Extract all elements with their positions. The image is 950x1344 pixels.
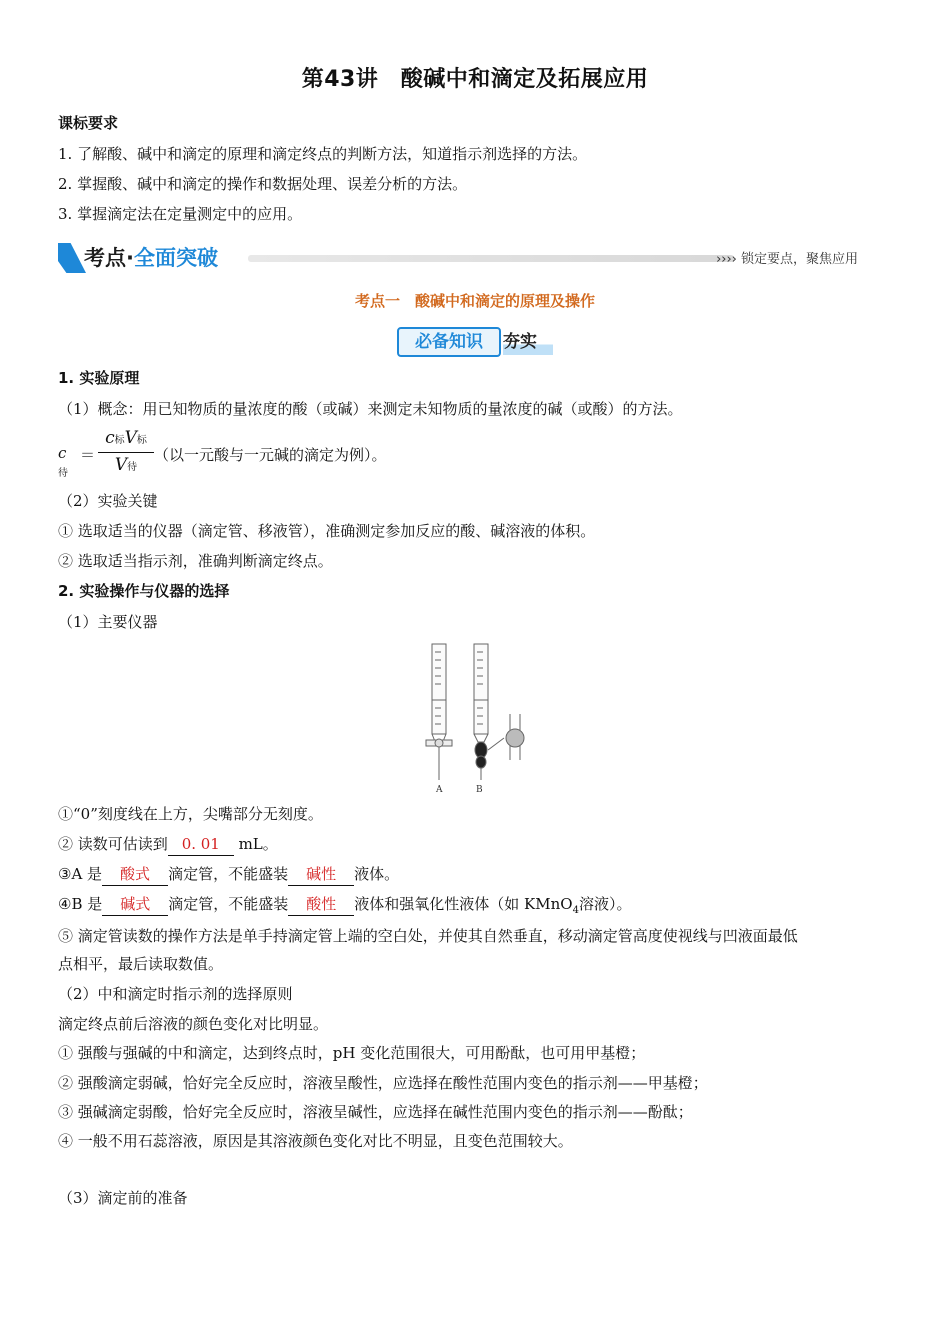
requirement-item: 3. 掌握滴定法在定量测定中的应用。 [58,205,303,223]
base-burette [474,644,524,780]
section-title: 考点一 酸碱中和滴定的原理及操作 [354,292,595,310]
formula-equals: ＝ [80,446,96,464]
note-zero-mark: ①“0”刻度线在上方，尖嘴部分无刻度。 [58,805,323,823]
section-banner [58,240,858,274]
key-item: ① 选取适当的仪器（滴定管、移液管），准确测定参加反应的酸、碱溶液的体积。 [58,522,596,540]
badge-tail-label: 夯实 [503,329,553,355]
note-reading-method-cont: 点相平，最后读取数值。 [58,955,224,973]
note-acid-burette: ③A 是 酸式 滴定管，不能盛装 碱性 液体。 [58,863,399,886]
banner-divider [248,255,734,262]
banner-dot: · [126,246,134,270]
formula-denominator: V待 [114,455,138,475]
acid-burette [426,644,452,780]
operation-heading: 2. 实验操作与仪器的选择 [58,582,230,600]
key-heading: （2）实验关键 [58,492,158,510]
prep-heading: （3）滴定前的准备 [58,1189,188,1207]
principle-heading: 1. 实验原理 [58,369,140,387]
banner-title-part2: 全面突破 [133,246,218,270]
banner-slogan: ›››› 锁定要点，聚焦应用 [716,252,858,267]
label-a: A [436,785,443,795]
burette-illustration [418,640,528,795]
indicator-intro: 滴定终点前后溶液的颜色变化对比明显。 [58,1015,329,1033]
requirement-item: 1. 了解酸、碱中和滴定的原理和滴定终点的判断方法，知道指示剂选择的方法。 [58,145,588,163]
formula-fraction [96,428,156,475]
banner-title [84,242,218,272]
indicator-item: ③ 强碱滴定弱酸，恰好完全反应时，溶液呈碱性，应选择在碱性范围内变色的指示剂——酚酞； [58,1103,693,1121]
indicator-heading: （2）中和滴定时指示剂的选择原则 [58,985,293,1003]
label-b: B [476,785,483,795]
indicator-item: ② 强酸滴定弱碱，恰好完全反应时，溶液呈酸性，应选择在酸性范围内变色的指示剂——甲基橙； [58,1074,708,1092]
answer-blank: 0. 01 [168,833,234,856]
formula-numerator: c标V标 [105,428,147,448]
banner-title-part1: 考点 [84,246,126,270]
note-reading: ② 读数可估读到 0. 01 mL。 [58,833,278,856]
requirement-item: 2. 掌握酸、碱中和滴定的操作和数据处理、误差分析的方法。 [58,175,468,193]
answer-blank: 酸式 [102,863,168,886]
page-title: 第43讲 酸碱中和滴定及拓展应用 [301,67,649,92]
badge-box-label: 必备知识 [397,327,501,357]
note-reading-method: ⑤ 滴定管读数的操作方法是单手持滴定管上端的空白处，并使其自然垂直，移动滴定管高度使视线与凹液面最低 [58,927,798,945]
note-base-burette: ④B 是 碱式 滴定管，不能盛装 酸性 液体和强氧化性液体（如 KMnO$_4$溶液）。 [58,895,632,916]
instruments-heading: （1）主要仪器 [58,613,158,631]
answer-blank: 碱性 [288,863,354,886]
principle-concept: （1）概念：用已知物质的量浓度的酸（或碱）来测定未知物质的量浓度的碱（或酸）的方法。 [58,400,683,418]
banner-tag-icon [58,243,86,273]
key-item: ② 选取适当指示剂，准确判断滴定终点。 [58,552,333,570]
indicator-item: ① 强酸与强碱的中和滴定，达到终点时，pH 变化范围很大，可用酚酞，也可用甲基橙； [58,1044,646,1062]
formula-lhs: c待 [58,444,68,479]
burette-diagram [418,640,528,795]
requirements-heading: 课标要求 [58,114,119,132]
indicator-item: ④ 一般不用石蕊溶液，原因是其溶液颜色变化对比不明显，且变色范围较大。 [58,1132,573,1150]
answer-blank: 碱式 [102,893,168,916]
answer-blank: 酸性 [288,893,354,916]
formula-note: （以一元酸与一元碱的滴定为例）。 [154,446,387,464]
